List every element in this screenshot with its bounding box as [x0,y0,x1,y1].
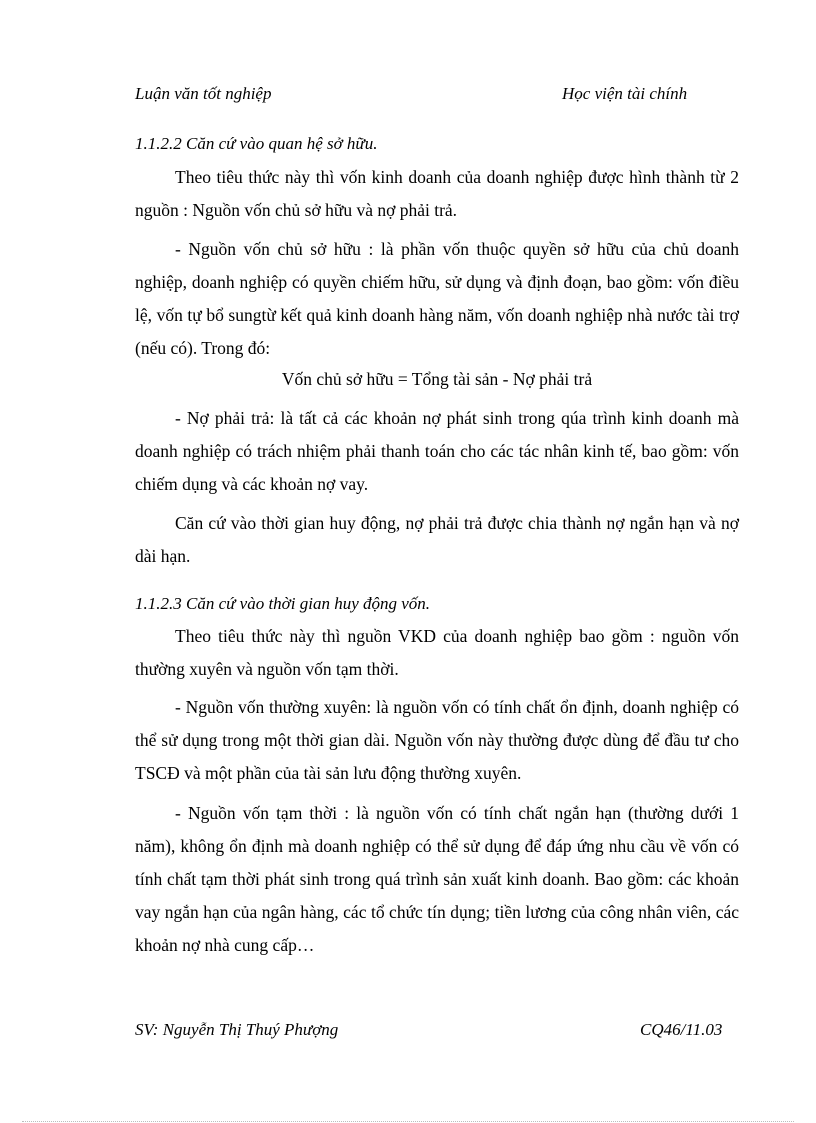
paragraph-permanent-capital: - Nguồn vốn thường xuyên: là nguồn vốn có tính chất ổn định, doanh nghiệp có thể sử dụng trong một thời gian dài. Nguồn vốn này thường được dùng để đầu tư cho TSCĐ và một phần của tài sản lưu động thường xuyên. [135,697,739,783]
page-bottom-divider [22,1121,794,1122]
section-heading-1-1-2-2: 1.1.2.2 Căn cứ vào quan hệ sở hữu. [135,134,378,153]
header-left: Luận văn tốt nghiệp [135,84,272,103]
formula-equity: Vốn chủ sở hữu = Tổng tài sản - Nợ phải trả [281,369,593,389]
paragraph-temporary-capital: - Nguồn vốn tạm thời : là nguồn vốn có tính chất ngắn hạn (thường dưới 1 năm), không ổn định mà doanh nghiệp có thể sử dụng để đáp ứng nhu cầu về vốn có tính chất tạm thời phát sinh trong quá trình sản xuất kinh doanh. Bao gồm: các khoản vay ngắn hạn của ngân hàng, các tổ chức tín dụng; tiền lương của công nhân viên, các khoản nợ nhà cung cấp… [135,803,739,955]
header-right: Học viện tài chính [562,84,688,103]
paragraph-vkd-sources: Theo tiêu thức này thì nguồn VKD của doanh nghiệp bao gồm : nguồn vốn thường xuyên và nguồn vốn tạm thời. [135,626,739,679]
section-heading-1-1-2-3: 1.1.2.3 Căn cứ vào thời gian huy động vốn. [135,594,431,613]
paragraph-liabilities-split: Căn cứ vào thời gian huy động, nợ phải trả được chia thành nợ ngắn hạn và nợ dài hạn. [135,513,739,566]
footer-class-code: CQ46/11.03 [640,1020,723,1039]
paragraph-intro: Theo tiêu thức này thì vốn kinh doanh của doanh nghiệp được hình thành từ 2 nguồn : Nguồn vốn chủ sở hữu và nợ phải trả. [135,167,739,220]
paragraph-liabilities: - Nợ phải trả: là tất cả các khoản nợ phát sinh trong qúa trình kinh doanh mà doanh nghiệp có trách nhiệm phải thanh toán cho các tác nhân kinh tế, bao gồm: vốn chiếm dụng và các khoản nợ vay. [135,408,739,494]
paragraph-equity: - Nguồn vốn chủ sở hữu : là phần vốn thuộc quyền sở hữu của chủ doanh nghiệp, doanh nghiệp có quyền chiếm hữu, sử dụng và định đoạn, bao gồm: vốn điều lệ, vốn tự bổ sungtừ kết quả kinh doanh hàng năm, vốn doanh nghiệp nhà nước tài trợ (nếu có). Trong đó: [135,239,739,358]
footer-student: SV: Nguyễn Thị Thuý Phượng [135,1020,339,1039]
